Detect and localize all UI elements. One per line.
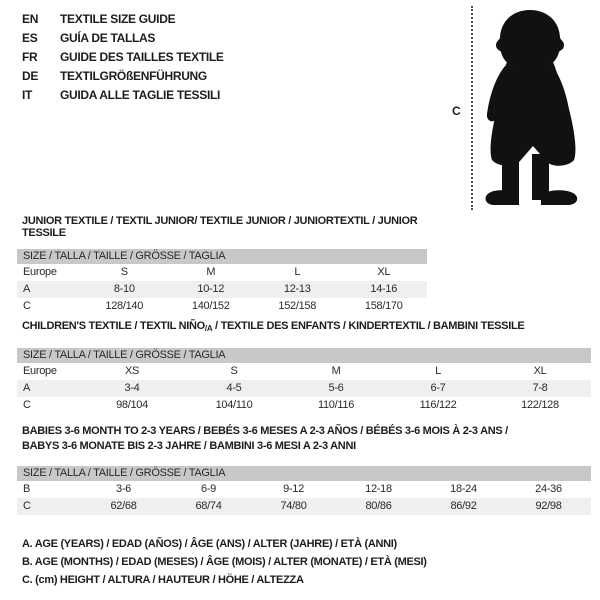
language-code: ES: [22, 31, 38, 45]
babies-section: [17, 424, 591, 515]
table-row: [17, 264, 427, 281]
height-cell: 128/140: [105, 300, 144, 312]
age-cell: 12-13: [283, 283, 311, 295]
age-cell: 3-6: [116, 483, 131, 495]
table-row: [17, 498, 591, 515]
height-cell: 158/170: [364, 300, 403, 312]
table-row: [17, 281, 427, 298]
height-cell: 140/152: [191, 300, 230, 312]
footnote-line: C. (cm) HEIGHT / ALTURA / HAUTEUR / HÖHE / ALTEZZA: [22, 574, 304, 586]
size-cell: L: [294, 266, 301, 278]
row-label: Europe: [23, 365, 57, 377]
age-cell: 14-16: [370, 283, 398, 295]
size-cell: L: [435, 365, 441, 377]
language-row: [22, 67, 224, 86]
age-cell: 4-5: [226, 382, 242, 394]
children-title-text: / TEXTILE DES ENFANTS / KINDERTEXTIL / BAMBINI TESSILE: [212, 320, 525, 332]
language-title: GUIDA ALLE TAGLIE TESSILI: [60, 88, 221, 102]
babies-title: [22, 424, 591, 454]
table-row: [17, 380, 591, 397]
age-cell: 7-8: [532, 382, 548, 394]
age-cell: 12-18: [365, 483, 392, 495]
language-title: TEXTILGRÖßENFÜHRUNG: [60, 69, 207, 83]
row-label: Europe: [23, 266, 57, 278]
table-row: [17, 298, 427, 315]
age-cell: 3-4: [124, 382, 140, 394]
age-cell: 6-7: [430, 382, 446, 394]
height-cell: 74/80: [280, 500, 307, 512]
age-cell: 8-10: [113, 283, 135, 295]
age-cell: 9-12: [283, 483, 304, 495]
size-cell: M: [206, 266, 216, 278]
height-cell: 116/122: [419, 399, 457, 411]
height-measure-label: C: [452, 104, 461, 118]
children-title-subscript: /A: [204, 324, 213, 333]
size-cell: XL: [533, 365, 547, 377]
language-title: TEXTILE SIZE GUIDE: [60, 12, 176, 26]
height-cell: 110/116: [317, 399, 355, 411]
height-cell: 86/92: [450, 500, 477, 512]
row-label: C: [23, 399, 31, 411]
babies-title-line2: BABYS 3-6 MONATE BIS 2-3 JAHRE / BAMBINI 3-6 MESI A 2-3 ANNI: [22, 440, 356, 452]
height-dotted-line: [471, 6, 473, 210]
size-table-header-bar: SIZE / TALLA / TAILLE / GRÖSSE / TAGLIA: [17, 249, 427, 264]
age-cell: 5-6: [328, 382, 344, 394]
language-row: [22, 10, 224, 29]
height-cell: 92/98: [535, 500, 562, 512]
age-cell: 10-12: [197, 283, 225, 295]
junior-section: [17, 215, 427, 315]
babies-table: [17, 466, 591, 515]
table-row: [17, 397, 591, 414]
age-cell: 6-9: [201, 483, 216, 495]
language-code: DE: [22, 69, 39, 83]
size-cell: XL: [377, 266, 391, 278]
footnotes: [22, 535, 427, 589]
height-cell: 104/110: [215, 399, 253, 411]
language-title: GUIDE DES TAILLES TEXTILE: [60, 50, 224, 64]
language-code: FR: [22, 50, 38, 64]
table-row: [17, 363, 591, 380]
age-cell: 18-24: [450, 483, 477, 495]
size-cell: XS: [124, 365, 140, 377]
row-label: B: [23, 483, 31, 495]
language-code: IT: [22, 88, 33, 102]
height-cell: 152/158: [278, 300, 317, 312]
height-cell: 98/104: [116, 399, 148, 411]
language-list: [22, 10, 224, 105]
age-cell: 24-36: [535, 483, 562, 495]
table-row: [17, 481, 591, 498]
height-cell: 68/74: [195, 500, 222, 512]
toddler-silhouette-icon: [483, 10, 594, 208]
language-row: [22, 29, 224, 48]
language-row: [22, 48, 224, 67]
height-figure: [450, 6, 598, 214]
junior-title: JUNIOR TEXTILE / TEXTIL JUNIOR/ TEXTILE JUNIOR / JUNIORTEXTIL / JUNIOR TESSILE: [22, 215, 418, 239]
children-title: [22, 320, 591, 333]
height-cell: 80/86: [365, 500, 392, 512]
language-code: EN: [22, 12, 39, 26]
footnote-line: A. AGE (YEARS) / EDAD (AÑOS) / ÂGE (ANS) / ALTER (JAHRE) / ETÀ (ANNI): [22, 538, 397, 550]
height-cell: 122/128: [521, 399, 559, 411]
junior-table: [17, 249, 427, 315]
size-cell: M: [331, 365, 341, 377]
row-label: A: [23, 382, 31, 394]
size-cell: S: [120, 266, 128, 278]
row-label: A: [23, 283, 31, 295]
size-cell: S: [230, 365, 238, 377]
children-section: [17, 320, 591, 414]
row-label: C: [23, 300, 31, 312]
size-table-header-bar: SIZE / TALLA / TAILLE / GRÖSSE / TAGLIA: [17, 348, 591, 363]
language-row: [22, 86, 224, 105]
babies-title-line1: BABIES 3-6 MONTH TO 2-3 YEARS / BEBÉS 3-6 MESES A 2-3 AÑOS / BÉBÉS 3-6 MOIS À 2-3 ANS /: [22, 425, 508, 437]
footnote-line: B. AGE (MONTHS) / EDAD (MESES) / ÂGE (MOIS) / ALTER (MONATE) / ETÀ (MESI): [22, 556, 427, 568]
size-table-header-bar: SIZE / TALLA / TAILLE / GRÖSSE / TAGLIA: [17, 466, 591, 481]
row-label: C: [23, 500, 31, 512]
children-title-text: CHILDREN'S TEXTILE / TEXTIL NIÑO: [22, 320, 205, 332]
height-cell: 62/68: [110, 500, 137, 512]
language-title: GUÍA DE TALLAS: [60, 31, 156, 45]
children-table: [17, 348, 591, 414]
